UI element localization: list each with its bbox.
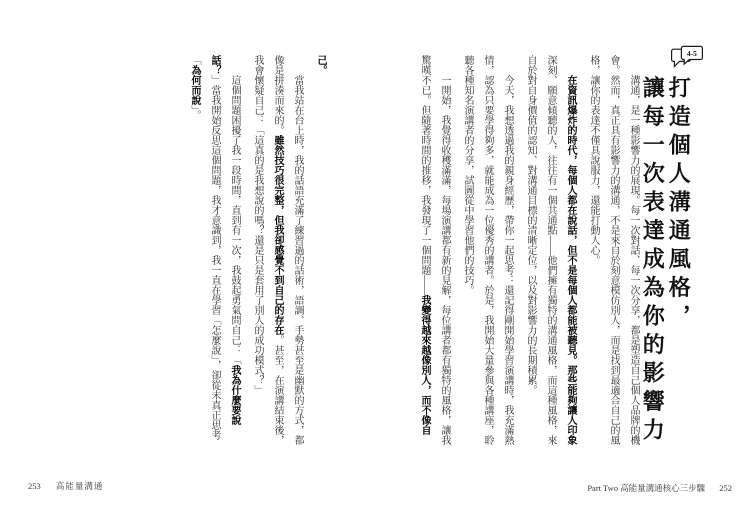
bold-text-run: 為何而說 [189,65,200,105]
chapter-badge [670,45,704,73]
part-label: Part Two [587,483,618,493]
text-run: 當我站在台上時，我的話語充滿了練習過的話術，語調、手勢甚至是幽默的方式，都像是拼湊而來的。 [272,55,303,445]
page-number: 253 [28,481,41,491]
bold-text-run: 我變得越來越像別人，而不像自 [419,295,430,435]
chapter-title [639,76,691,447]
bold-text-run: 在資訊爆炸的時代，每個人都在說話，但不是每個人都能被聽見。那些能夠讓人印象 [565,75,576,445]
book-title: 高能量溝通 [55,481,104,491]
paragraph [457,55,517,448]
paragraph [247,55,307,448]
text-run: 」當我開始反思這個問題，我才意識到，我一直在學習「怎麼說」，卻從未真正思考「 [189,55,220,440]
speech-bubbles-icon [670,45,704,73]
bold-text-run: 己。 [315,55,326,75]
paragraph [520,55,580,448]
bold-text-run: 雖然技巧很完整，但我卻感覺不到自己的存在 [272,135,283,335]
text-run: 這個問題困擾了我一段時間，直到有一次，我鼓起勇氣問自己：「 [229,75,240,365]
chapter-title-line-2: 讓每一次表達成為你的影響力 [640,76,666,447]
text-run: 」。 [189,105,200,120]
text-run: 深刻、願意傾聽的人，往往有一個共通點——他們擁有獨特的溝通風格，而這種風格，來自於對自身價值的認知、對溝通目標的清晰定位，以及對影響力的長期積累。 [525,55,556,445]
bold-text-run: 我為什麼要說話？ [209,55,240,425]
section-title: 高能量溝通核心三步驟 [620,483,706,493]
text-run: 今天，我想透過我的親身經歷，帶你一起思考：還記得剛開始學習演講時，我充滿熱情，認為只要學得夠多，就能成為一位優秀的講者。於是，我開始大量參與各種講座，聆聽各種知名演講者的分享，試圖從中學習他們的技巧。 [462,55,513,445]
left-page-footer [28,480,103,492]
paragraph [310,55,330,448]
text-run: 。甚至，在演講結束後，我會懷疑自己：「這真的是我想說的嗎？還是只是套用了別人的成功模式？」 [252,55,283,445]
page-number: 252 [719,483,732,493]
text-run: 溝通，是一種影響力的展現。每一次對話、每一次分享，都是塑造自己個人品牌的機會。然而，真正具有影響力的溝通，不是來自於刻意模仿別人，而是找到最適合自己的風格，讓你的表達不僅具說服力，還能打動人心。 [588,55,639,445]
badge-number: 4-5 [686,49,697,59]
text-run: 一開始，我覺得收穫滿滿，每場演講都有新的見解，每位講者都有獨特的風格，讓我驚嘆不已。但隨著時間的推移，我發現了一個問題—— [419,55,450,445]
left-page-body-text [184,55,330,448]
right-page-footer [587,482,732,494]
paragraph [583,55,643,448]
right-page-body-text [414,55,643,448]
chapter-title-line-1: 打造個人溝通風格， [666,76,692,333]
paragraph [414,55,454,448]
paragraph [184,55,244,448]
